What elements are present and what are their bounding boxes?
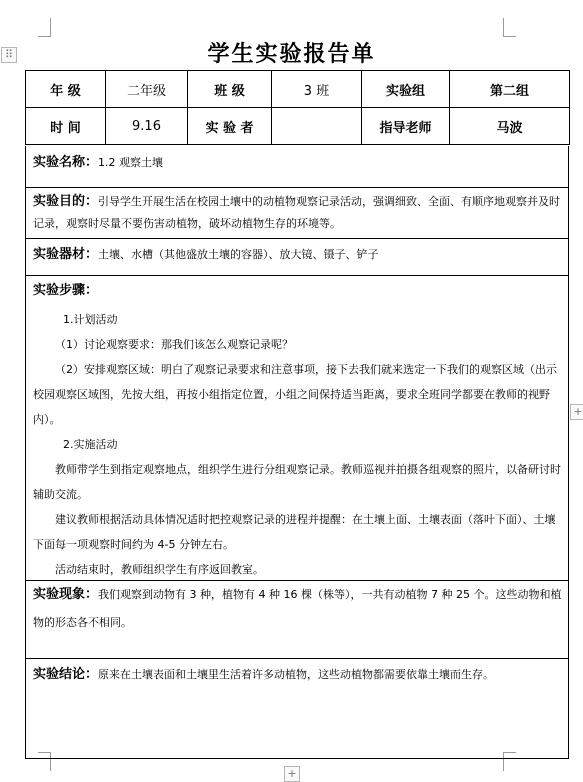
crop-mark-top-right <box>503 18 516 37</box>
crop-mark-top-left <box>38 18 51 37</box>
phenomenon-text: 我们观察到动物有 3 种，植物有 4 种 16 棵（株等），一共有动植物 7 种 25 个。这些动物和植物的形态各不相同。 <box>33 588 562 629</box>
materials-label: 实验器材： <box>33 247 99 262</box>
purpose-label: 实验目的： <box>33 194 99 209</box>
section-phenomenon[interactable] <box>25 581 569 659</box>
teacher-value[interactable]: 马波 <box>450 108 570 145</box>
experimenter-label: 实 验 者 <box>188 108 272 145</box>
conclusion-label: 实验结论： <box>33 667 99 682</box>
add-row-icon[interactable]: + <box>284 766 300 782</box>
materials-text: 土壤、水槽（其他盛放土壤的容器）、放大镜、镊子、铲子 <box>98 248 379 261</box>
phenomenon-label: 实验现象： <box>33 587 99 602</box>
steps-teacher-lead: 教师带学生到指定观察地点，组织学生进行分组观察记录。教师巡视并拍摄各组观察的照片，以备研讨时辅助交流。 <box>33 463 561 501</box>
purpose-text: 引导学生开展生活在校园土壤中的动植物观察记录活动，强调细致、全面、有顺序地观察并及时记录，观察时尽量不要伤害动植物，破坏动植物生存的环境等。 <box>33 195 561 230</box>
group-label: 实验组 <box>362 71 450 108</box>
page-title: 学生实验报告单 <box>207 41 376 67</box>
section-purpose[interactable] <box>25 188 569 239</box>
teacher-label: 指导老师 <box>362 108 450 145</box>
grade-value[interactable]: 二年级 <box>106 71 188 108</box>
class-label: 班 级 <box>188 71 272 108</box>
steps-label: 实验步骤： <box>33 283 99 298</box>
steps-teacher-reminder: 建议教师根据活动具体情况适时把控观察记录的进程并提醒：在土壤上面、土壤表面（落叶下面）、土壤下面每一项观察时间约为 4-5 分钟左右。 <box>33 513 556 551</box>
time-label: 时 间 <box>26 108 106 145</box>
name-label: 实验名称： <box>33 155 99 170</box>
time-value[interactable]: 9.16 <box>106 108 188 145</box>
section-name[interactable] <box>25 146 569 188</box>
section-conclusion[interactable] <box>25 659 569 759</box>
class-value[interactable]: 3 班 <box>272 71 362 108</box>
header-table <box>25 70 570 145</box>
steps-end: 活动结束时，教师组织学生有序返回教室。 <box>55 563 264 576</box>
group-value[interactable]: 第二组 <box>450 71 570 108</box>
section-steps[interactable] <box>25 276 569 581</box>
steps-plan-heading: 1.计划活动 <box>63 313 118 326</box>
table-move-handle-icon[interactable]: ⠿ <box>1 47 17 63</box>
steps-implement-heading: 2.实施活动 <box>63 438 118 451</box>
conclusion-text: 原来在土壤表面和土壤里生活着许多动植物，这些动植物都需要依靠土壤而生存。 <box>98 668 495 681</box>
steps-arrange-area: （2）安排观察区域：明白了观察记录要求和注意事项，接下去我们就来选定一下我们的观察区域（出示校园观察区域图，先按大组，再按小组指定位置，小组之间保持适当距离，要求全班同学都要在教师的视野内）。 <box>33 363 557 426</box>
add-column-icon[interactable]: + <box>570 404 583 420</box>
steps-discuss-requirements: （1）讨论观察要求：那我们该怎么观察记录呢？ <box>55 338 293 351</box>
grade-label: 年 级 <box>26 71 106 108</box>
section-materials[interactable] <box>25 239 569 276</box>
name-text: 1.2 观察土壤 <box>98 156 164 169</box>
experimenter-value[interactable] <box>272 108 362 145</box>
